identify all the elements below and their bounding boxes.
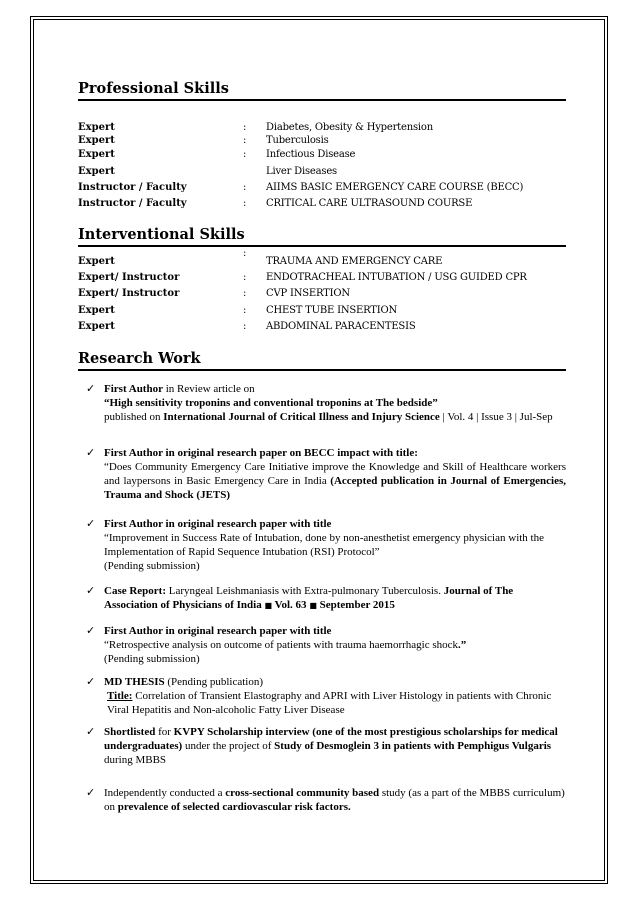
skill-value: Infectious Disease <box>266 149 356 160</box>
skill-value: CVP INSERTION <box>266 288 350 299</box>
skill-row <box>78 182 566 196</box>
research-item <box>86 725 566 767</box>
item-highlight: cross-sectional community based <box>225 787 380 799</box>
checkmark-icon: ✓ <box>86 786 96 799</box>
skill-role: Expert <box>78 166 115 177</box>
skill-role: Expert/ Instructor <box>78 288 180 299</box>
item-text: for <box>155 726 174 738</box>
skill-value: ENDOTRACHEAL INTUBATION / USG GUIDED CPR <box>266 272 527 283</box>
skill-role: Expert <box>78 149 115 160</box>
skill-colon: : <box>243 288 247 299</box>
item-text: | Vol. 4 | Issue 3 | Jul-Sep <box>439 411 553 423</box>
item-text: study (as a part of the MBBS curriculum) on <box>104 787 565 813</box>
item-text: during MBBS <box>104 754 167 766</box>
item-text: Independently conducted a <box>104 787 226 799</box>
skill-colon: : <box>243 272 247 283</box>
interventional-skills-heading: Interventional Skills <box>78 226 566 247</box>
research-item <box>86 624 566 666</box>
item-text: “Retrospective analysis on outcome of patients with trauma haemorrhagic shock <box>104 639 459 651</box>
research-work-heading: Research Work <box>78 350 566 371</box>
skill-role: Instructor / Faculty <box>78 182 187 193</box>
research-item <box>86 584 566 613</box>
skill-role: Expert <box>78 122 115 133</box>
skill-role: Expert <box>78 321 115 332</box>
item-highlight: prevalence of selected cardiovascular risk factors. <box>117 801 351 813</box>
item-highlight: KVPY Scholarship interview (one of the most prestigious scholarships for medical undergraduates) <box>104 726 558 752</box>
item-text: “Does Community Emergency Care Initiative improve the Knowledge and Skill of Healthcare workers and laypersons in Basic Emergency Care in India <box>104 461 566 487</box>
item-text: Laryngeal Leishmaniasis with Extra-pulmonary Tuberculosis. <box>166 585 444 597</box>
item-lead: Shortlisted <box>104 726 156 738</box>
item-text: in Review article on <box>162 383 255 395</box>
skill-colon: : <box>243 122 247 133</box>
checkmark-icon: ✓ <box>86 382 96 395</box>
item-journal: International Journal of Critical Illness and Injury Science <box>163 411 440 423</box>
skill-row <box>78 321 566 335</box>
item-lead: First Author in original research paper with title <box>104 625 332 637</box>
skill-value: CRITICAL CARE ULTRASOUND COURSE <box>266 198 473 209</box>
checkmark-icon: ✓ <box>86 675 96 688</box>
item-title: “High sensitivity troponins and conventional troponins at The bedside” <box>104 397 438 409</box>
checkmark-icon: ✓ <box>86 446 96 459</box>
item-text: (Pending publication) <box>164 676 263 688</box>
research-item <box>86 517 566 573</box>
item-journal: (Accepted publication in Journal of Emergencies, Trauma and Shock (JETS) <box>104 475 566 501</box>
skill-value: Tuberculosis <box>266 135 329 146</box>
research-item <box>86 382 566 424</box>
skill-colon: : <box>243 305 247 316</box>
item-journal: Journal of The Association of Physicians of India <box>104 585 514 611</box>
skill-role: Expert <box>78 305 115 316</box>
skill-value: CHEST TUBE INSERTION <box>266 305 398 316</box>
item-lead: First Author in original research paper on BECC impact with title: <box>104 447 418 459</box>
item-status: (Pending submission) <box>104 560 200 572</box>
checkmark-icon: ✓ <box>86 624 96 637</box>
skill-row <box>78 166 566 180</box>
research-item <box>86 786 566 814</box>
item-title-label: Title: <box>107 690 133 702</box>
skill-value: Diabetes, Obesity & Hypertension <box>266 122 433 133</box>
skill-row <box>78 198 566 212</box>
skill-row <box>78 135 566 149</box>
skill-row <box>78 248 566 270</box>
skill-value: AIIMS BASIC EMERGENCY CARE COURSE (BECC) <box>266 182 524 193</box>
skill-colon: : <box>243 182 247 193</box>
item-lead: First Author in original research paper with title <box>104 518 332 530</box>
item-status: (Pending submission) <box>104 653 200 665</box>
skill-role: Expert <box>78 135 115 146</box>
item-text-end: .” <box>458 639 467 651</box>
research-item <box>86 446 566 502</box>
skill-row <box>78 149 566 163</box>
item-date: September 2015 <box>316 599 395 611</box>
skill-row <box>78 288 566 302</box>
item-lead: MD THESIS <box>104 676 165 688</box>
skill-row <box>78 272 566 286</box>
skill-colon: : <box>243 198 247 209</box>
skill-value: Liver Diseases <box>266 166 337 177</box>
skill-colon: : <box>243 321 247 332</box>
skill-role: Instructor / Faculty <box>78 198 187 209</box>
item-volume: Vol. 63 <box>272 599 310 611</box>
skill-role: Expert/ Instructor <box>78 272 180 283</box>
item-text: published on <box>104 411 164 423</box>
checkmark-icon: ✓ <box>86 584 96 597</box>
skill-value: ABDOMINAL PARACENTESIS <box>266 321 416 332</box>
skill-row <box>78 305 566 319</box>
checkmark-icon: ✓ <box>86 725 96 738</box>
research-item <box>86 675 566 717</box>
item-text: “Improvement in Success Rate of Intubation, done by non-anesthetist emergency physician with the Implementation of Rapid Sequence Intubation (RSI) Protocol” <box>104 532 544 558</box>
skill-colon: : <box>243 248 247 259</box>
item-project: Study of Desmoglein 3 in patients with Pemphigus Vulgaris <box>274 740 552 752</box>
checkmark-icon: ✓ <box>86 517 96 530</box>
skill-role: Expert <box>78 256 115 267</box>
item-text: under the project of <box>182 740 275 752</box>
item-lead: First Author <box>104 383 163 395</box>
item-text: Correlation of Transient Elastography and APRI with Liver Histology in patients with Chronic Viral Hepatitis and Non-alcoholic Fatty Liver Disease <box>107 690 552 716</box>
skill-colon: : <box>243 135 247 146</box>
skill-value: TRAUMA AND EMERGENCY CARE <box>266 256 443 267</box>
skill-colon: : <box>243 149 247 160</box>
skill-row <box>78 122 566 136</box>
square-bullet-icon: ■ <box>309 601 317 610</box>
square-bullet-icon: ■ <box>264 601 273 610</box>
item-lead: Case Report: <box>104 585 167 597</box>
professional-skills-heading: Professional Skills <box>78 80 566 101</box>
